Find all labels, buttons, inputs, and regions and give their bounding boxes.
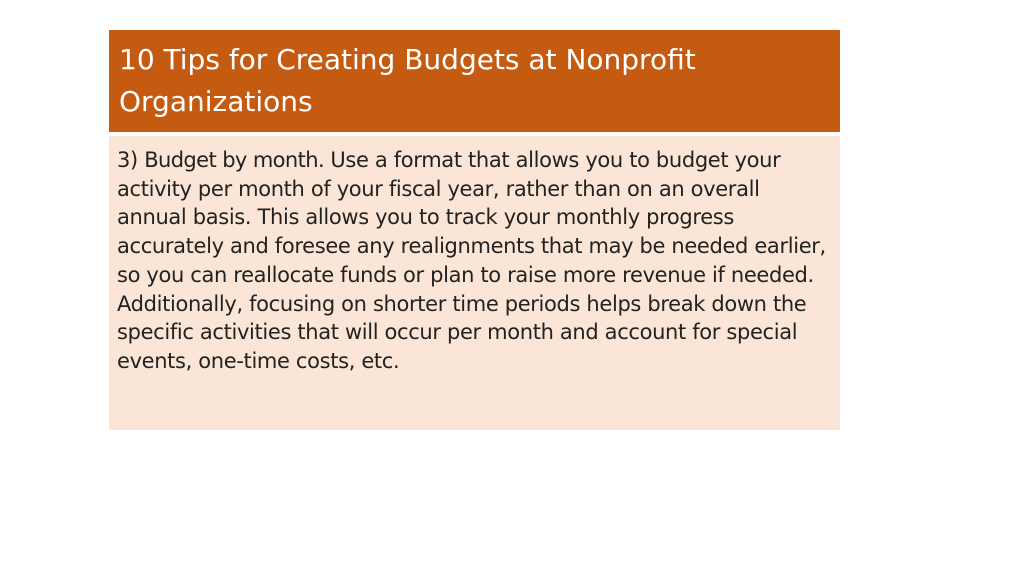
tip-body: Use a format that allows you to budget your activity per month of your fiscal year, rather than on an overall annual basis. This allows you to track your monthly progress accurately and foresee any realignments that may be needed earlier, so you can reallocate funds or plan to raise more revenue if needed. Additionally, focusing on shorter time periods helps break down the specific activities that will occur per month and account for special events, one-time costs, etc.: [117, 148, 826, 373]
content-box: [109, 136, 840, 430]
title-banner: [109, 30, 840, 132]
tip-number: 3): [117, 148, 138, 172]
tip-paragraph: [117, 146, 832, 376]
slide-title: 10 Tips for Creating Budgets at Nonprofit Organizations: [119, 43, 696, 118]
tip-heading: Budget by month.: [144, 148, 325, 172]
